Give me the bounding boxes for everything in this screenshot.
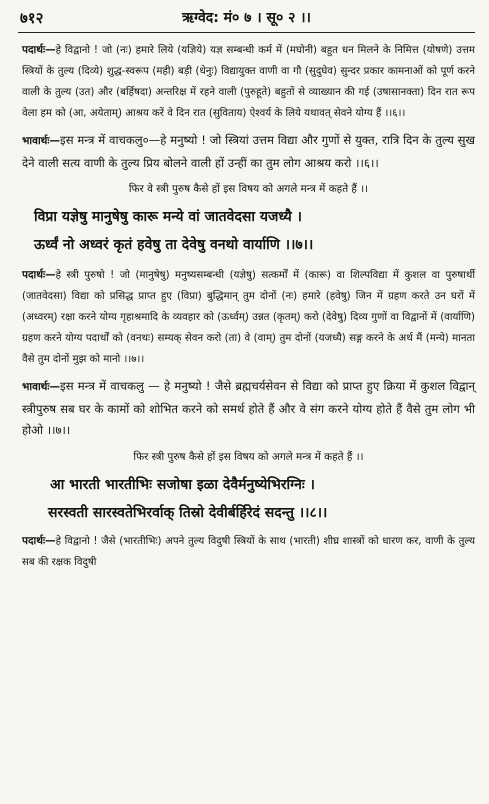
mantra-8-line-1: आ भारती भारतीभिः सजोषा इळा देवैर्मनुष्येभिरग्निः । [50,476,315,493]
padartha-paragraph-8 [22,531,475,573]
bhavartha-label: भावार्थः— [22,381,60,393]
mantra-7-line-1: विप्रा यज्ञेषु मानुषेषु कारू मन्ये वां जातवेदसा यजध्यै । [34,209,302,225]
padartha-text: हे विद्वानो ! जो (नः) हमारे लिये (यज्ञिये) यज्ञ सम्बन्धी कर्म में (मघोनी) बहुत धन मिलने के निमित्त (योषणे) उत्तम स्त्रियों के तुल्य (दिव्ये) शुद्ध-स्वरूप (मही) बड़ी (धेनुः) विद्यायुक्त वाणी वा गौ (सुदुघेव) सुन्दर प्रकार कामनाओं को पूर्ण करने वाली के तुल्य (उत) और (बर्हिषदा) अन्तरिक्ष में रहने वाली (पुरुहूते) बहुतों से व्याख्यान की गई (उषासानक्ता) दिन रात रूप वेला हम को (आ, अयेताम्) आश्रय करें वे दिन रात (सुविताय) ऐश्वर्य के लिये यथावत् सेवने योग्य हैं ।।६।। [22,45,475,119]
bhavartha-paragraph-7 [22,376,475,442]
page-body [22,40,475,577]
bhavartha-text: इस मन्त्र में वाचकलु०—हे मनुष्यो ! जो स्त्रियां उत्तम विद्या और गुणों से युक्त, रात्रि दिन के तुल्य सुख देने वाली सत्य वाणी के तुल्य प्रिय बोलने वाली हों उन्हीं का तुम लोग आश्रय करो ।।६।। [22,133,475,170]
padartha-paragraph-7 [22,265,475,370]
padartha-text: हे विद्वानो ! जैसे (भारतीभिः) अपने तुल्य विदुषी स्त्रियों के साथ (भारती) शीघ्र शास्त्रों को धारण कर, वाणी के तुल्य सब की रक्षक विदुषी [22,535,475,568]
padartha-text: हे स्त्री पुरुषो ! जो (मानुषेषु) मनुष्यसम्बन्धी (यज्ञेषु) सत्कर्मों में (कारू) वा शिल्पविद्या में कुशल वा पुरुषार्थी (जातवेदसा) विद्या को प्रसिद्ध प्राप्त हुए (विप्रा) बुद्धिमान् तुम दोनों (नः) हमारे (हवेषु) जिन में ग्रहण करते उन घरों में (अध्वरम्) रक्षा करने योग्य गृहाश्रमादि के व्यवहार को (ऊर्ध्वम्) उन्नत (कृतम्) करो (देवेषु) दिव्य गुणों वा विद्वानों में (वार्याणि) ग्रहण करने योग्य पदार्थों को (वनथः) सम्यक् सेवन करो (ता) वे (वाम्) तुम दोनों (यजध्यै) सङ्ग करने के अर्थ मैं (मन्ये) मानता वैसे तुम दोनों मुझ को मानो ।।७।। [22,270,475,365]
mantra-7-line-2: ऊर्ध्वं नो अध्वरं कृतं हवेषु ता देवेषु वनथो वार्याणि ।।७।। [34,237,314,253]
page-number: ७१२ [20,9,44,27]
padartha-label: पदार्थः— [22,44,56,56]
mantra-intro-7: फिर वे स्त्री पुरुष कैसे हों इस विषय को अगले मन्त्र में कहते हैं ।। [128,183,369,195]
mantra-8-line-2: सरस्वती सारस्वतेभिरर्वाक् तिस्रो देवीर्बर्हिरेदं सदन्तु ।।८।। [48,504,328,521]
page-header [18,4,475,33]
padartha-label: पदार्थः— [22,269,56,281]
padartha-label: पदार्थः— [22,534,56,547]
bhavartha-paragraph-6 [22,130,475,174]
mantra-intro-8: फिर स्त्री पुरुष कैसे हों इस विषय को अगले मन्त्र में कहते हैं ।। [133,450,364,463]
running-head: ऋग्वेद: मं० ७ । सू० २ ।। [182,10,311,26]
bhavartha-text: इस मन्त्र में वाचकलु — हे मनुष्यो ! जैसे ब्रह्मचर्यसेवन से विद्या को प्राप्त हुए क्रिया में कुशल विद्वान् स्त्रीपुरुष सब घर के कामों को शोभित करने को समर्थ होते हैं और वे संग करने योग्य होते हैं वैसे तुम लोग भी होओ ।।७।। [22,379,475,437]
padartha-paragraph-6 [22,40,475,124]
bhavartha-label: भावार्थः— [22,135,60,147]
